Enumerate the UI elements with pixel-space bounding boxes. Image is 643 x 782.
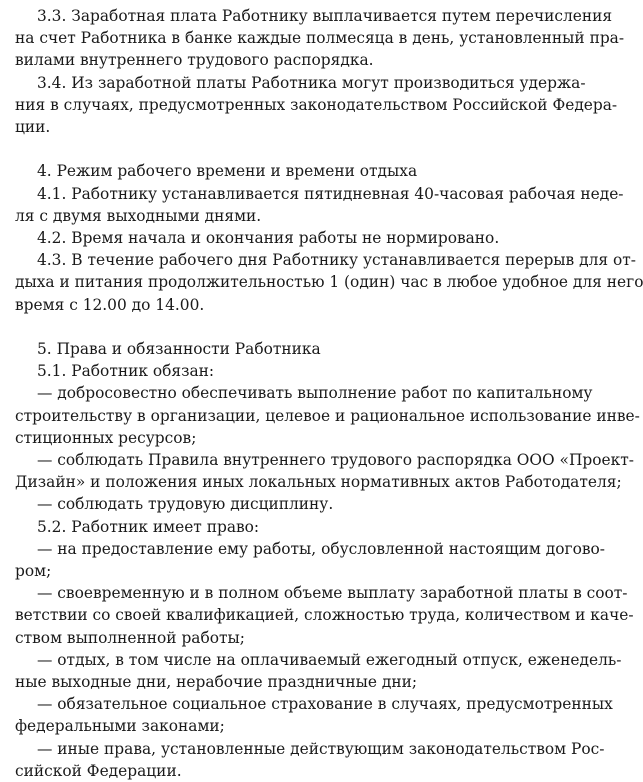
clause-3-3 xyxy=(15,5,625,72)
text-line: на счет Работника в банке каждые полмесяца в день, установленный пра- xyxy=(15,29,625,48)
clause-4-3 xyxy=(15,249,643,316)
list-item-line: Дизайн» и положения иных локальных нормативных актов Работодателя; xyxy=(15,473,622,492)
clause-4-1 xyxy=(15,183,624,227)
text-line: время с 12.00 до 14.00. xyxy=(15,295,205,314)
list-item-line: — на предоставление ему работы, обусловленной настоящим догово- xyxy=(37,539,605,558)
list-item-line: — своевременную и в полном объеме выплату заработной платы в соот- xyxy=(37,584,628,603)
list-item-line: федеральными законами; xyxy=(15,717,225,736)
section-heading: 4. Режим рабочего времени и времени отдыха xyxy=(37,162,418,181)
list-item-line: ветствии со своей квалификацией, сложностью труда, количеством и каче- xyxy=(15,606,634,625)
clause-intro: 5.1. Работник обязан: xyxy=(37,362,215,381)
list-item-line: — отдых, в том числе на оплачиваемый ежегодный отпуск, еженедель- xyxy=(37,650,622,669)
list-item-line: ром; xyxy=(15,562,52,581)
list-item-line: — соблюдать трудовую дисциплину. xyxy=(37,495,334,514)
list-item-line: ные выходные дни, нерабочие праздничные дни; xyxy=(15,673,418,692)
list-item-line: — иные права, установленные действующим законодательством Рос- xyxy=(37,739,605,758)
clause-intro: 5.2. Работник имеет право: xyxy=(37,517,260,536)
text-line: 4.2. Время начала и окончания работы не нормировано. xyxy=(37,229,500,248)
list-item-line: ством выполненной работы; xyxy=(15,628,245,647)
text-line: ции. xyxy=(15,118,51,137)
text-line: ния в случаях, предусмотренных законодательством Российской Федера- xyxy=(15,95,618,114)
list-item-line: стиционных ресурсов; xyxy=(15,428,197,447)
section-4-heading xyxy=(15,160,532,182)
text-line: 4.3. В течение рабочего дня Работнику устанавливается перерыв для от- xyxy=(37,251,636,270)
clause-5-2 xyxy=(15,516,634,782)
list-item-line: — обязательное социальное страхование в случаях, предусмотренных xyxy=(37,695,613,714)
clause-4-2 xyxy=(15,227,532,249)
section-heading: 5. Права и обязанности Работника xyxy=(37,340,321,359)
spacer xyxy=(15,316,532,338)
list-item-line: строительству в организации, целевое и рациональное использование инве- xyxy=(15,406,640,425)
clause-5-1 xyxy=(15,360,640,515)
list-item-line: — соблюдать Правила внутреннего трудового распорядка ООО «Проект- xyxy=(37,451,634,470)
list-item-line: сийской Федерации. xyxy=(15,761,182,780)
text-line: ля с двумя выходными днями. xyxy=(15,206,262,225)
spacer xyxy=(15,138,532,160)
text-line: 3.3. Заработная плата Работнику выплачивается путем перечисления xyxy=(37,7,613,25)
clause-3-4 xyxy=(15,72,618,139)
text-line: 3.4. Из заработной платы Работника могут производиться удержа- xyxy=(37,73,586,92)
text-line: вилами внутреннего трудового распорядка. xyxy=(15,51,374,70)
list-item-line: — добросовестно обеспечивать выполнение работ по капитальному xyxy=(37,384,593,403)
text-line: 4.1. Работнику устанавливается пятидневная 40-часовая рабочая неде- xyxy=(37,184,624,203)
text-line: дыха и питания продолжительностью 1 (один) час в любое удобное для него xyxy=(15,273,643,292)
section-5-heading xyxy=(15,338,532,360)
